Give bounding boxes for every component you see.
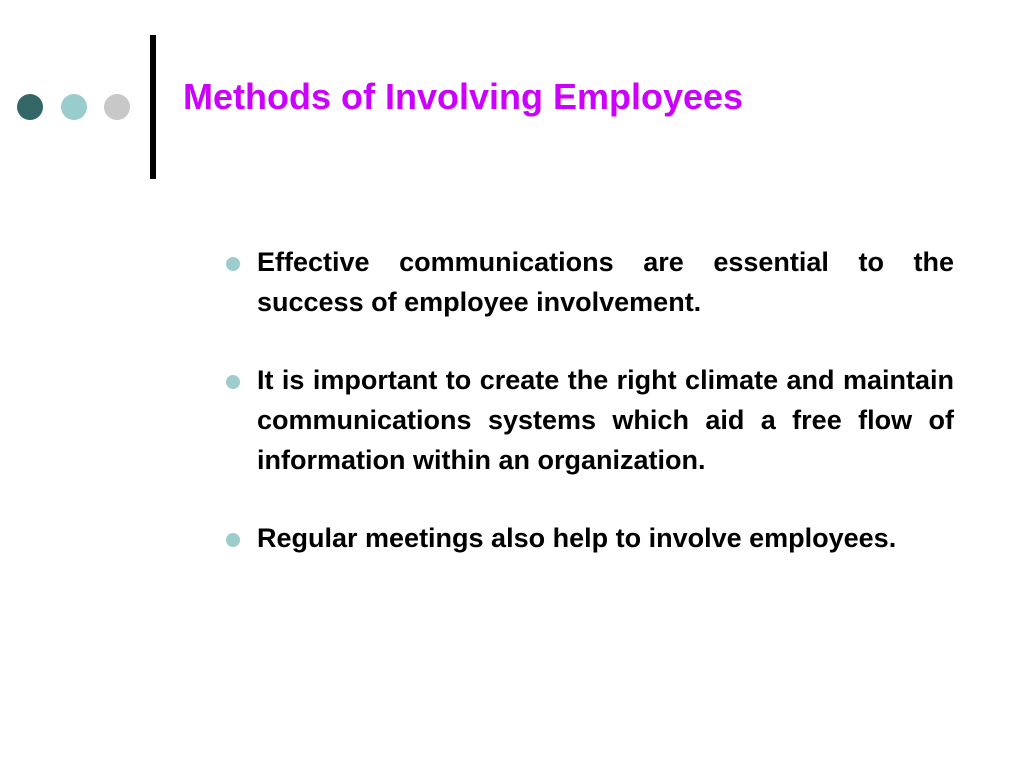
bullet-item <box>224 242 954 322</box>
bullet-text: Effective communications are essential to the success of employee involvement. <box>257 247 954 317</box>
bullet-item <box>224 518 954 558</box>
bullet-text: It is important to create the right climate and maintain communications systems which aid a free flow of information within an organization. <box>257 365 954 475</box>
decorative-dot-dark <box>17 94 43 120</box>
bullet-icon <box>226 257 240 271</box>
bullet-icon <box>226 375 240 389</box>
decorative-dot-teal <box>61 94 87 120</box>
slide-title: Methods of Involving Employees <box>183 76 744 117</box>
bullet-item <box>224 360 954 480</box>
bullet-icon <box>226 533 240 547</box>
title-divider <box>150 35 156 179</box>
bullet-list <box>224 242 954 558</box>
bullet-text: Regular meetings also help to involve employees. <box>257 523 897 553</box>
decorative-dot-gray <box>104 94 130 120</box>
